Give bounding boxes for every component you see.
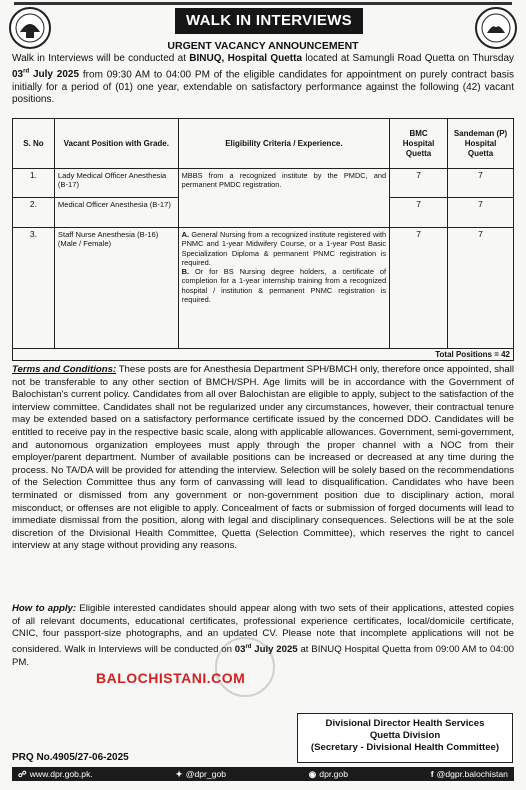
terms-label: Terms and Conditions:: [12, 364, 117, 375]
twitter-icon: ✦: [175, 769, 183, 779]
howto-text-2: at BINUQ Hospital Quetta from 09:00 AM to 04:00 PM.: [12, 643, 514, 668]
globe-icon: ☍: [18, 769, 27, 779]
intro-text-1: Walk in Interviews will be conducted at: [12, 53, 190, 64]
footer-facebook-text: @dgpr.balochistan: [436, 769, 508, 779]
row-sandeman: 7: [448, 198, 514, 228]
row-bmc: 7: [390, 198, 448, 228]
row-sno: 3.: [13, 228, 55, 349]
howto-text-1: Eligible interested candidates should appear along with two sets of their applications, attested copies of all relevant documents, educational certificates, professional experience certificates, local/domicile certificate, CNIC, four passport-size photographs, and an updated CV. Please note that incomplete applications will not be considered. Walk in Interviews will be conducted on: [12, 603, 514, 655]
row-sno: 2.: [13, 198, 55, 228]
watermark: BALOCHISTANI.COM: [96, 670, 246, 686]
footer-bar: [12, 767, 514, 781]
header-sandeman: Sandeman (P) Hospital Quetta: [448, 119, 514, 169]
header-bmc: BMC Hospital Quetta: [390, 119, 448, 169]
intro-venue: BINUQ, Hospital Quetta: [189, 53, 303, 64]
howto-date-rest: July 2025: [251, 643, 298, 655]
table-row: [13, 169, 514, 198]
subtitle: URGENT VACANCY ANNOUNCEMENT: [167, 40, 359, 52]
howto-date-suffix: rd: [245, 643, 252, 650]
footer-twitter[interactable]: [176, 767, 226, 781]
table-header-row: [13, 119, 514, 169]
signatory-title: Divisional Director Health Services: [325, 718, 485, 729]
total-positions: Total Positions = 42: [12, 349, 514, 361]
intro-date: [12, 69, 79, 80]
footer-website[interactable]: [18, 767, 93, 781]
intro-text-2: located at Samungli Road Quetta on Thursday: [302, 53, 514, 64]
terms-text: These posts are for Anesthesia Department SPH/BMCH only, therefore once appointed, shall not be transferable to any other section of BMCH/SPH. Age limits will be in accordance with the Government of Balochistan's current policy. Candidates from all over Balochistan are eligible to apply, subject to the satisfaction of the interview committee. Candidates shall not be regularized under any circumstances, however, their contractual tenure may be extended based on a satisfactory performance certificate issued by the concerned DDO. Candidates will be entitled to receive pay in the respective basic scale, along with applicable allowances. Government, semi-government, and autonomous organization employees must apply through the proper channel with a NOC from their employer/parent department. Number of available positions can be increased or decreased at any time during the process. No TA/DA will be provided for attending the interview. Selection will be solely based on the recommendations of the Selection Committee thus any form of canvassing will lead to disqualification. Candidates who have been terminated or dismissed from any government or non-government position due to disciplinary action, moral misconduct, or offenses are not eligible to apply. Concealment of facts or submission of forged documents will lead to immediate dismissal from the position, along with legal and disciplinary consequences. Selections will be at the sole discretion of the Divisional Health Committee, Quetta (Selection Committee), which reserves the right to cancel interview at any stage without providing any reasons.: [12, 364, 514, 552]
criteria-a-label: A.: [181, 230, 190, 239]
row-bmc: 7: [390, 228, 448, 349]
criteria-a-text: General Nursing from a recognized institute registered with PNMC and 1-year Midwifery Course, or a 1-year Post Basic Specialization Diploma & permanent PNMC registration is required.: [181, 230, 387, 267]
criteria-b-label: B.: [181, 267, 190, 277]
signature-block: [297, 713, 513, 763]
howto-date-day: 03: [234, 643, 246, 655]
criteria-medical-officer: MBBS from a recognized institute by the PMDC, and permanent PMDC registration.: [178, 169, 389, 228]
terms-conditions: [12, 364, 514, 553]
prq-number: PRQ No.4905/27-06-2025: [12, 752, 129, 763]
facebook-icon: f: [430, 769, 434, 779]
intro-date-suffix: rd: [23, 68, 30, 75]
header-criteria: Eligibility Criteria / Experience.: [178, 119, 389, 169]
row-position: Lady Medical Officer Anesthesia (B-17): [54, 169, 178, 198]
vacancy-table: [12, 118, 514, 349]
intro-date-rest: July 2025: [29, 68, 80, 80]
criteria-staff-nurse: [178, 228, 389, 349]
table-row: [13, 228, 514, 349]
page-title-banner: WALK IN INTERVIEWS: [175, 8, 363, 34]
header-sno: S. No: [13, 119, 55, 169]
signatory-role: (Secretary - Divisional Health Committee): [310, 742, 500, 753]
row-position: Staff Nurse Anesthesia (B-16) (Male / Female): [54, 228, 178, 349]
row-sandeman: 7: [448, 169, 514, 198]
footer-other[interactable]: [309, 767, 348, 781]
footer-website-text: www.dpr.gob.pk.: [29, 769, 93, 779]
intro-paragraph: [12, 53, 514, 107]
footer-facebook[interactable]: [431, 767, 508, 781]
row-sno: 1.: [13, 169, 55, 198]
criteria-b-text: Or for BS Nursing degree holders, a certificate of completion for a 1-year internship training from a recognized hospital / institution & permanent PNMC registration is required.: [181, 267, 387, 305]
social-icon: ◉: [308, 769, 317, 779]
intro-date-day: 03: [12, 68, 24, 80]
office-stamp: [215, 637, 275, 697]
howto-label: How to apply:: [12, 603, 77, 614]
intro-text-3: from 09:30 AM to 04:00 PM of the eligible candidates for appointment on purely contract basis initially for a period of (01) one year, extendable on satisfactory performance against the following (42) vacant positions.: [12, 68, 514, 106]
header-position: Vacant Position with Grade.: [54, 119, 178, 169]
row-bmc: 7: [390, 169, 448, 198]
top-rule: [14, 2, 512, 5]
footer-twitter-text: @dpr_gob: [185, 769, 227, 779]
footer-other-text: dpr.gob: [319, 769, 348, 779]
row-position: Medical Officer Anesthesia (B-17): [54, 198, 178, 228]
signatory-division: Quetta Division: [369, 730, 441, 741]
row-sandeman: 7: [448, 228, 514, 349]
